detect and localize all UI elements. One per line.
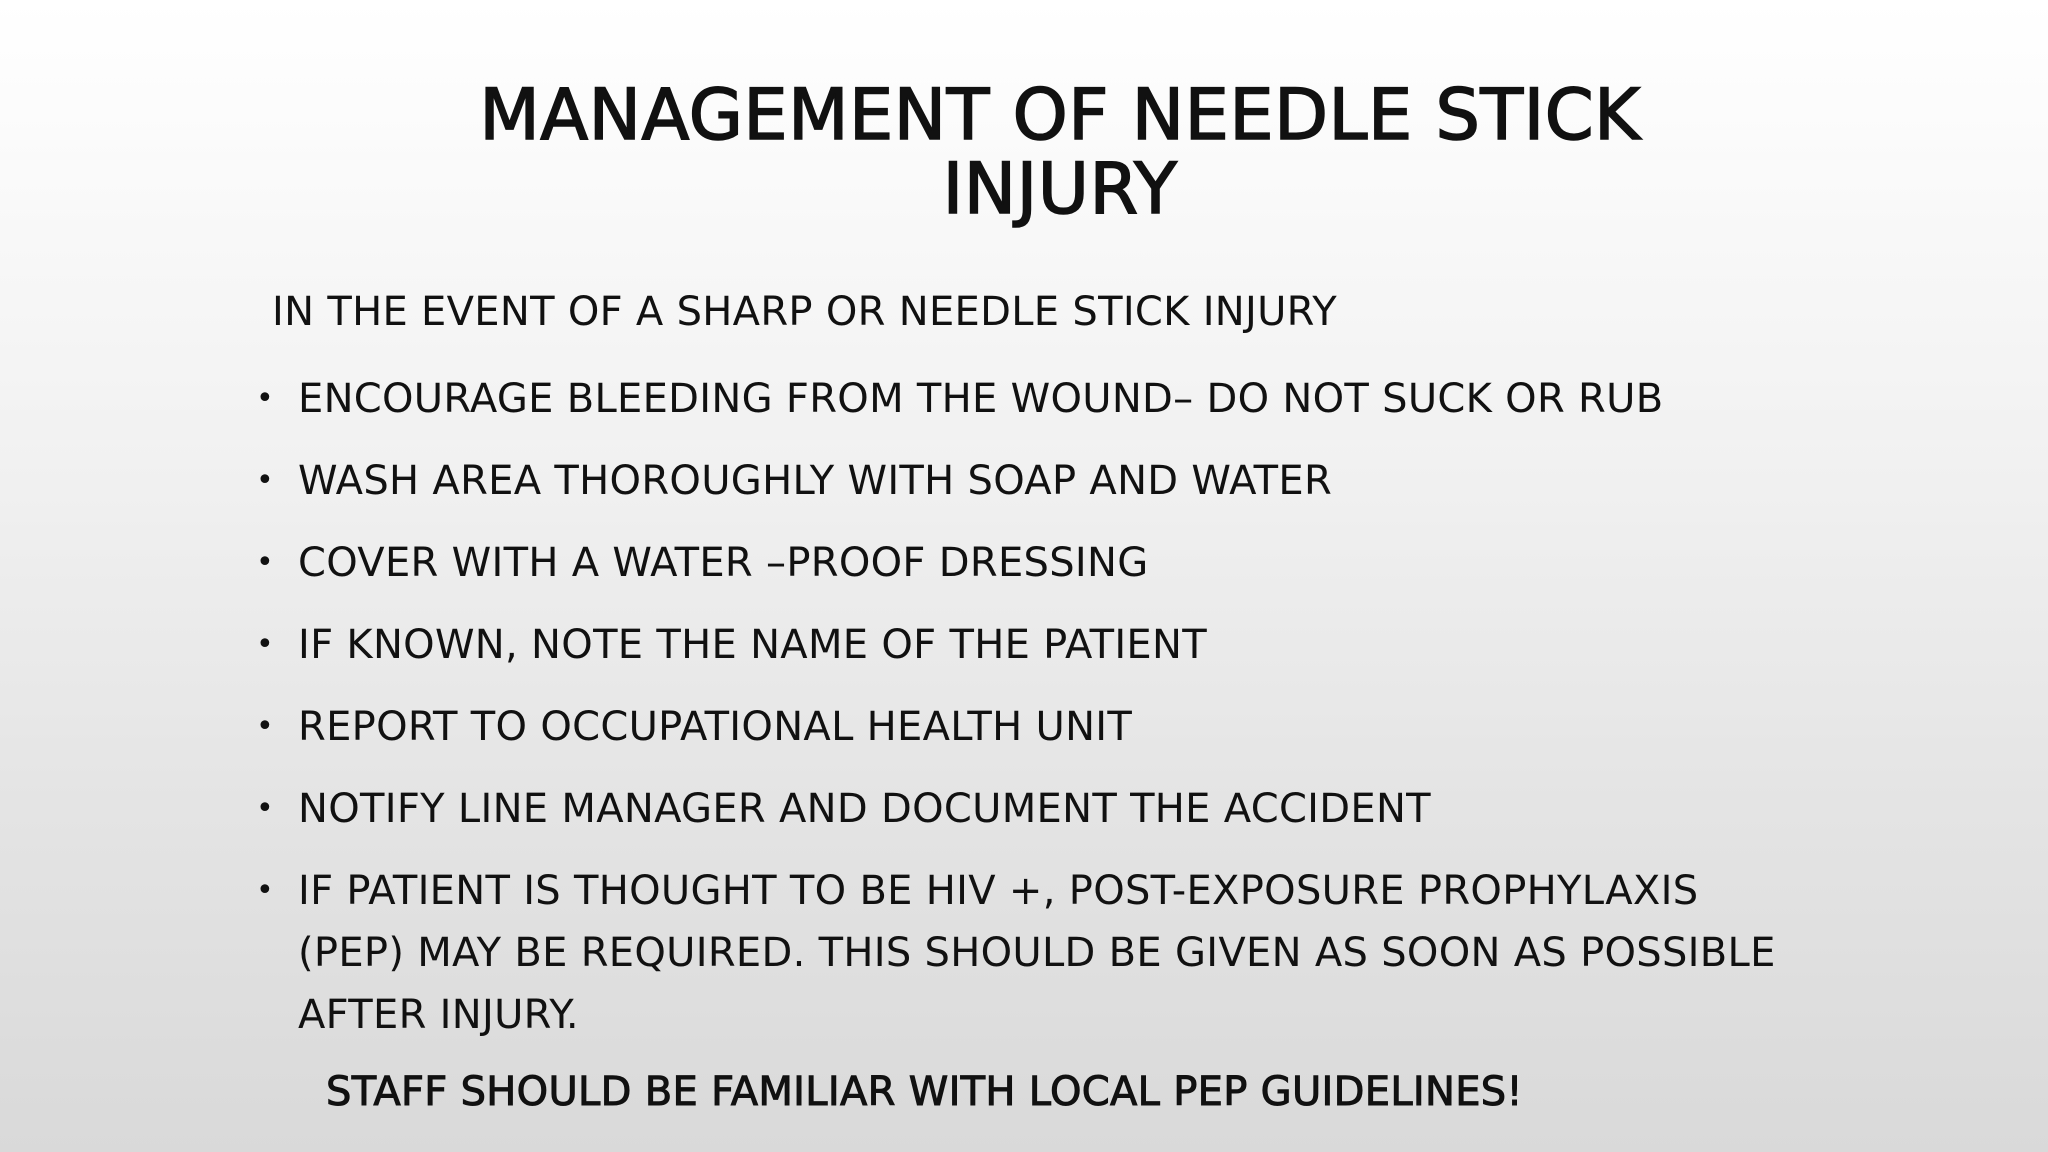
bullet-icon: • xyxy=(256,709,274,744)
bullet-text: WASH AREA THOROUGHLY WITH SOAP AND WATER xyxy=(298,458,1333,504)
footer-note: STAFF SHOULD BE FAMILIAR WITH LOCAL PEP GUIDELINES! xyxy=(326,1069,1523,1115)
bullet-text: NOTIFY LINE MANAGER AND DOCUMENT THE ACCIDENT xyxy=(298,786,1431,832)
title-line-1: MANAGEMENT OF NEEDLE STICK xyxy=(479,74,1641,156)
bullet-text: REPORT TO OCCUPATIONAL HEALTH UNIT xyxy=(298,704,1133,750)
bullet-item xyxy=(256,532,1816,594)
bullet-list xyxy=(256,368,1816,1046)
bullet-icon: • xyxy=(256,545,274,580)
bullet-text: IF PATIENT IS THOUGHT TO BE HIV +, POST-EXPOSURE PROPHYLAXIS (PEP) MAY BE REQUIRED. THIS SHOULD BE GIVEN AS SOON AS POSSIBLE AFTER INJURY. xyxy=(298,868,1776,1038)
bullet-icon: • xyxy=(256,381,274,416)
bullet-item xyxy=(256,860,1816,1046)
bullet-icon: • xyxy=(256,873,274,908)
bullet-item xyxy=(256,368,1816,430)
bullet-icon: • xyxy=(256,463,274,498)
title-line-2: INJURY xyxy=(942,148,1178,230)
bullet-text: IF KNOWN, NOTE THE NAME OF THE PATIENT xyxy=(298,622,1207,668)
bullet-item xyxy=(256,450,1816,512)
intro-text: IN THE EVENT OF A SHARP OR NEEDLE STICK INJURY xyxy=(272,289,1337,335)
bullet-text: COVER WITH A WATER –PROOF DRESSING xyxy=(298,540,1149,586)
bullet-item xyxy=(256,614,1816,676)
bullet-icon: • xyxy=(256,627,274,662)
bullet-text: ENCOURAGE BLEEDING FROM THE WOUND– DO NOT SUCK OR RUB xyxy=(298,376,1664,422)
slide-title xyxy=(450,74,1670,230)
bullet-item xyxy=(256,696,1816,758)
bullet-icon: • xyxy=(256,791,274,826)
bullet-item xyxy=(256,778,1816,840)
